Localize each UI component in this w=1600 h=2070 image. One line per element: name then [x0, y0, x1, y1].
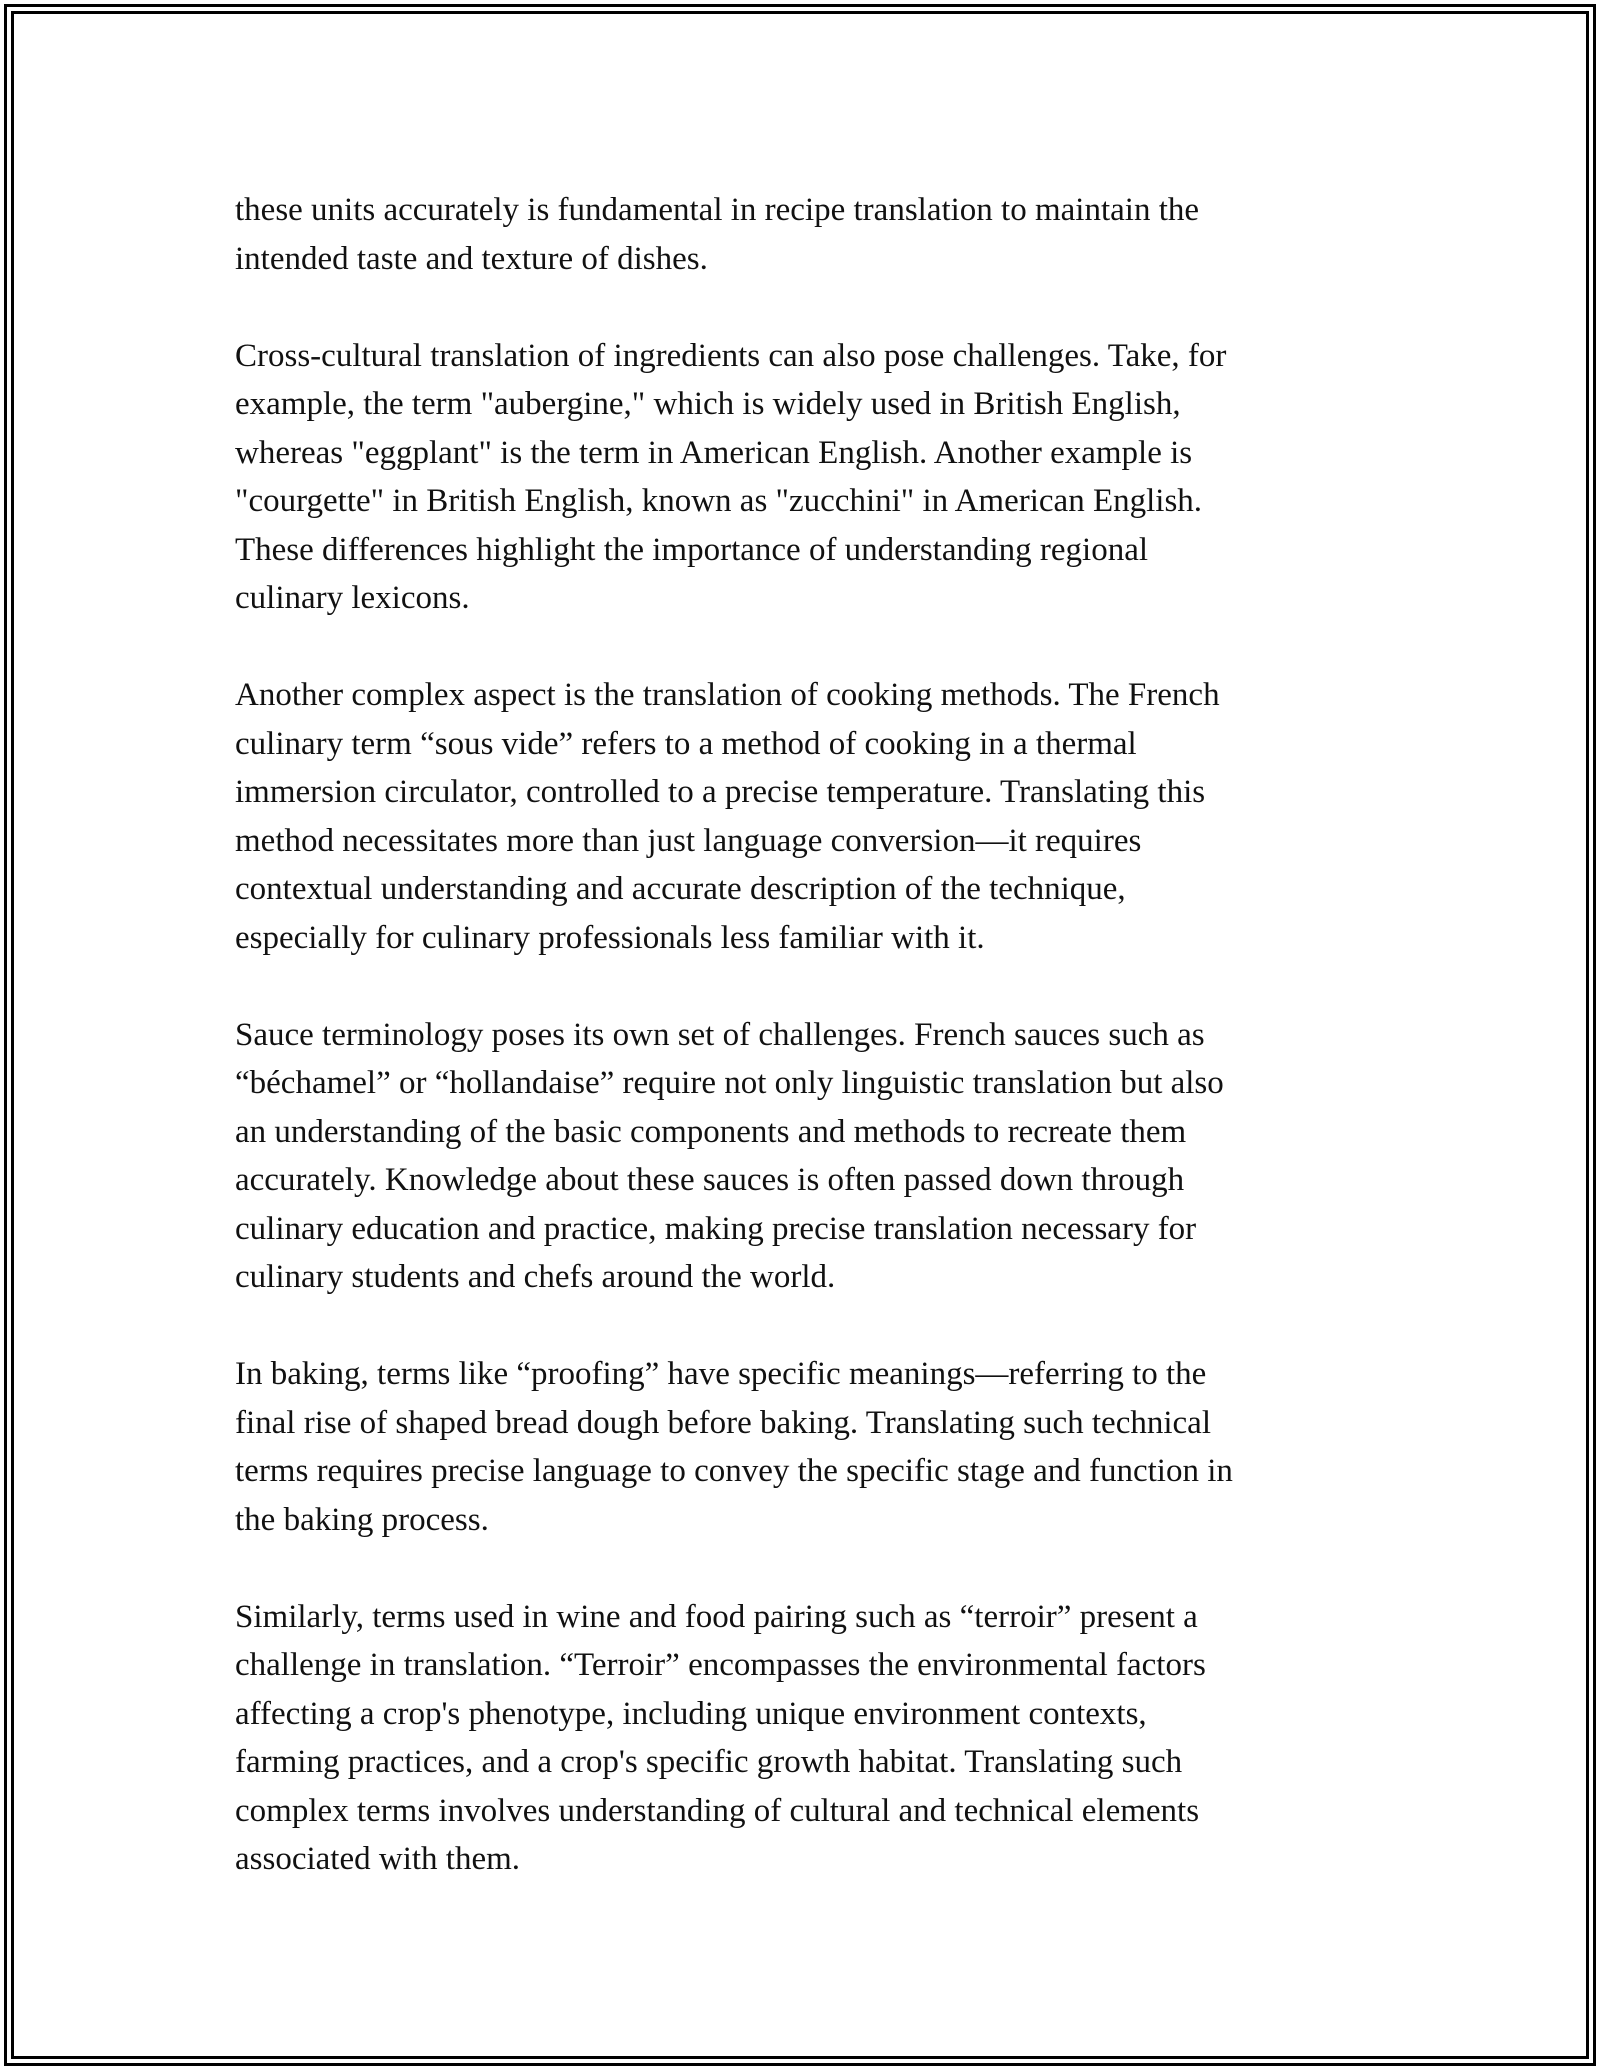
- paragraph-baking-terms: In baking, terms like “proofing” have specific meanings—referring to the final rise of shaped bread dough before baking. Translating such technical terms requires precise language to convey the specific stage and function in the baking process.: [235, 1356, 1233, 1538]
- document-body: [235, 186, 1365, 1932]
- paragraph-wine-pairing-terms: Similarly, terms used in wine and food pairing such as “terroir” present a challenge in translation. “Terroir” encompasses the environmental factors affecting a crop's phenotype, including unique environment contexts, farming practices, and a crop's specific growth habitat. Translating such complex terms involves understanding of cultural and technical elements associated with them.: [235, 1598, 1206, 1877]
- paragraph-measurement-units: these units accurately is fundamental in recipe translation to maintain the intended taste and texture of dishes.: [235, 192, 1200, 277]
- paragraph-cooking-methods: Another complex aspect is the translation of cooking methods. The French culinary term “sous vide” refers to a method of cooking in a thermal immersion circulator, controlled to a precise temperature. Translating this method necessitates more than just language conversion—it requires contextual understanding and accurate description of the technique, especially for culinary professionals less familiar with it.: [235, 677, 1220, 956]
- paragraph-ingredient-names: Cross-cultural translation of ingredients can also pose challenges. Take, for example, the term "aubergine," which is widely used in British English, whereas "eggplant" is the term in American English. Another example is "courgette" in British English, known as "zucchini" in American English. These differences highlight the importance of understanding regional culinary lexicons.: [235, 337, 1227, 616]
- paragraph-sauce-terminology: Sauce terminology poses its own set of challenges. French sauces such as “béchamel” or “hollandaise” require not only linguistic translation but also an understanding of the basic components and methods to recreate them accurately. Knowledge about these sauces is often passed down through culinary education and practice, making precise translation necessary for culinary students and chefs around the world.: [235, 1016, 1224, 1295]
